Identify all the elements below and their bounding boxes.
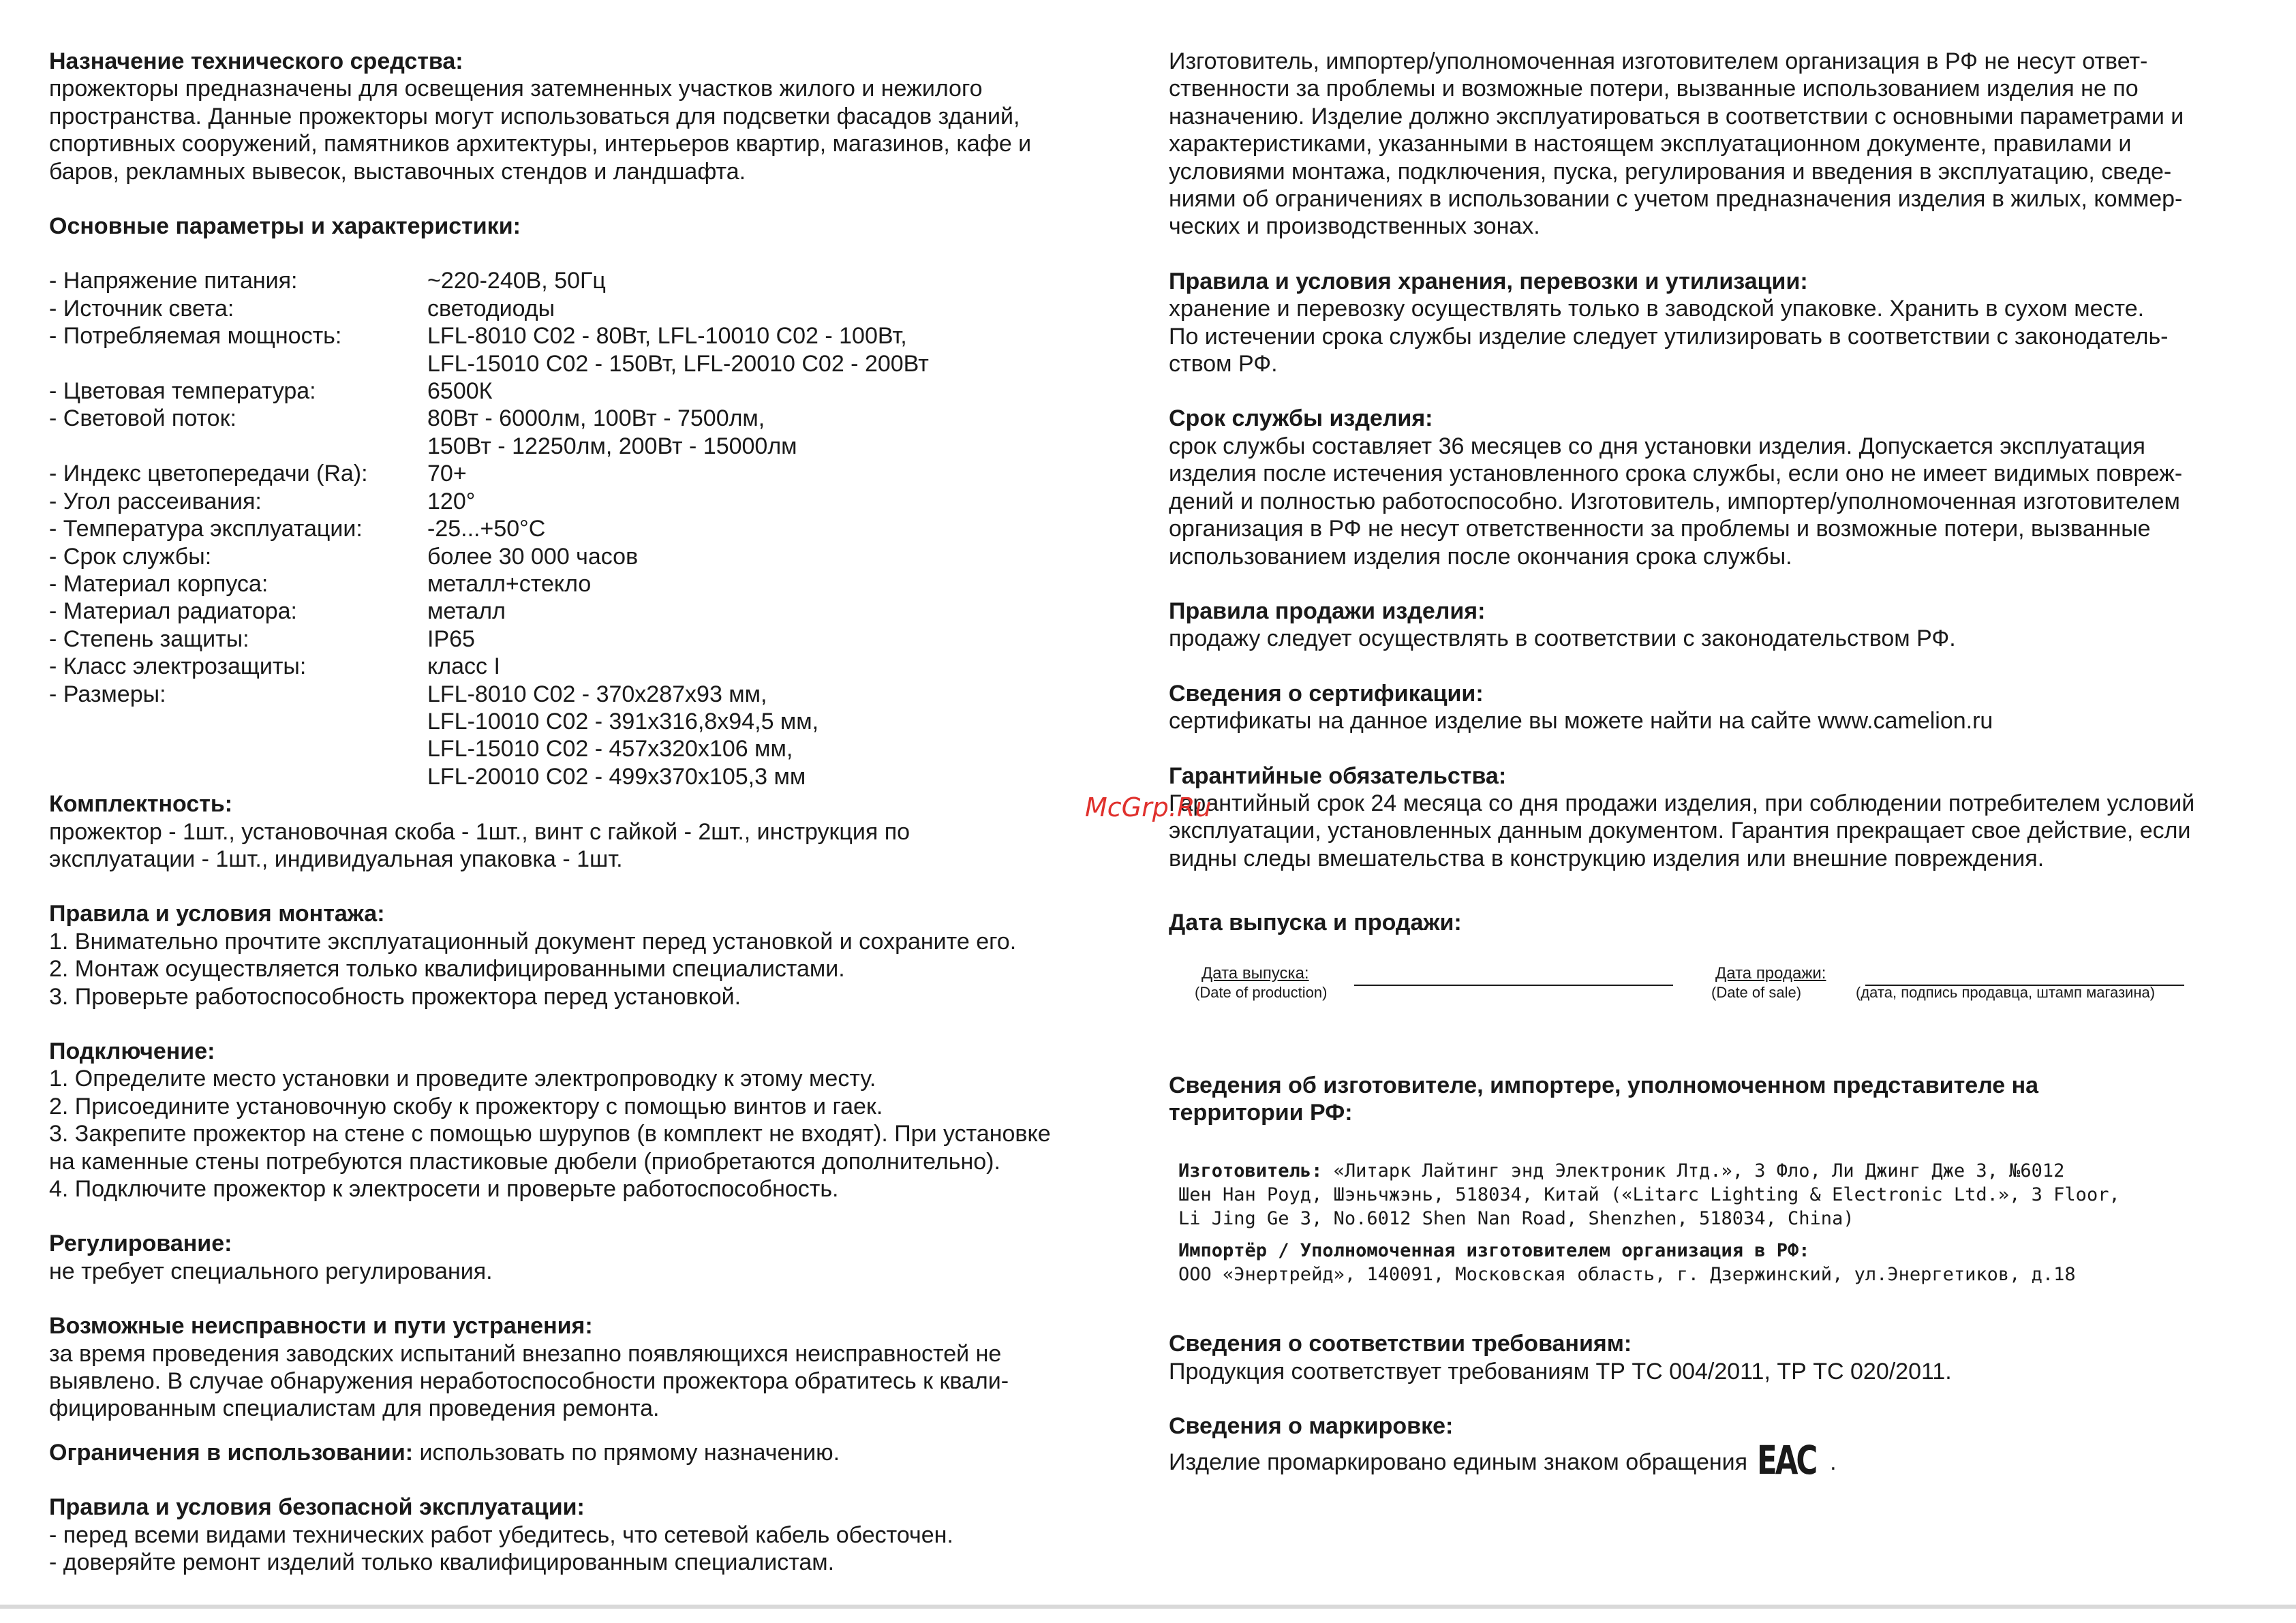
sale-date-note: (дата, подпись продавца, штамп магазина): [1856, 983, 2156, 1001]
conformity-heading: Сведения о соответствии требованиям:: [1169, 1331, 1632, 1357]
marking-text: Изделие промаркировано единым знаком обращения: [1169, 1449, 1748, 1475]
lifetime-text: срок службы составляет 36 месяцев со дня установки изделия. Допускается эксплуатация изделия после истечения установленного срока службы, если оно не имеет видимых повреж- дений и полностью работоспособно. Изготовитель, импортер/уполномоченная изготовителем организация в РФ не несут ответственности за проблемы и возможные потери, вызванные использованием изделия после окончания срока службы.: [1169, 433, 2183, 570]
spec-label: - Степень защиты:: [49, 625, 249, 652]
spec-label: - Температура эксплуатации:: [49, 516, 363, 542]
sale-date-label: Дата продажи:: [1715, 963, 1826, 983]
spec-row: [49, 543, 1133, 570]
lifetime-section: [1169, 405, 2259, 570]
spec-row: [49, 377, 1133, 405]
eac-mark-icon: EAC: [1757, 1436, 1816, 1483]
spec-label: - Размеры:: [49, 681, 166, 707]
kit-text: прожектор - 1шт., установочная скоба - 1шт., винт с гайкой - 2шт., инструкция по эксплуатации - 1шт., индивидуальная упаковка - 1шт.: [49, 818, 910, 872]
restrictions-text: использовать по прямому назначению.: [413, 1439, 840, 1466]
spec-row: [49, 625, 1133, 653]
marking-section: [1169, 1412, 2259, 1483]
spec-row: [49, 681, 1133, 791]
production-date-field: [1195, 963, 1328, 1002]
purpose-text: прожекторы предназначены для освещения затемненных участков жилого и нежилого пространства. Данные прожекторы могут использоваться для подсветки фасадов зданий, спортивных сооружений, памятников архитектуры, интерьеров квартир, магазинов, кафе и баров, рекламных вывесок, выставочных стендов и ландшафта.: [49, 76, 1032, 185]
regulation-heading: Регулирование:: [49, 1231, 232, 1257]
bottom-divider: [0, 1605, 2296, 1609]
maker-label: Изготовитель:: [1178, 1160, 1323, 1182]
spec-row: [49, 322, 1133, 377]
safety-section: [49, 1494, 1133, 1576]
restrictions-section: [49, 1439, 1133, 1466]
certification-section: [1169, 680, 2259, 735]
left-column: [49, 48, 1133, 1577]
connection-section: [49, 1038, 1133, 1203]
storage-text: хранение и перевозку осуществлять только в заводской упаковке. Хранить в сухом месте. По истечении срока службы изделие следует утилизировать в соответствии с законодатель- ством РФ.: [1169, 296, 2169, 377]
safety-heading: Правила и условия безопасной эксплуатации:: [49, 1494, 585, 1521]
connection-text: 1. Определите место установки и проведите электропроводку к этому месту. 2. Присоедините установочную скобу к прожектору с помощью винтов и гаек. 3. Закрепите прожектор на стене с помощью шурупов (в комплект не входят). При установке на каменные стены потребуются пластиковые дюбели (приобретаются дополнительно). 4. Подключите прожектор к электросети и проверьте работоспособность.: [49, 1066, 1051, 1203]
safety-text: - перед всеми видами технических работ убедитесь, что сетевой кабель обесточен. - доверяйте ремонт изделий только квалифицированным специалистам.: [49, 1521, 953, 1576]
storage-heading: Правила и условия хранения, перевозки и утилизации:: [1169, 268, 1808, 294]
spec-value: металл+стекло: [427, 570, 592, 597]
spec-row: [49, 488, 1133, 515]
sale-date-sub: (Date of sale): [1711, 983, 1802, 1001]
certification-text: сертификаты на данное изделие вы можете найти на сайте www.camelion.ru: [1169, 708, 1993, 735]
spec-label: - Срок службы:: [49, 543, 212, 570]
faults-section: [49, 1312, 1133, 1423]
importer-label: Импортёр / Уполномоченная изготовителем организация в РФ:: [1178, 1240, 1810, 1262]
spec-row: [49, 295, 1133, 322]
spec-label: - Источник света:: [49, 295, 234, 322]
specs-list: [49, 267, 1133, 790]
spec-value: 80Вт - 6000лм, 100Вт - 7500лм, 150Вт - 12250лм, 200Вт - 15000лм: [427, 405, 797, 459]
marking-heading: Сведения о маркировке:: [1169, 1413, 1454, 1440]
production-date-sub: (Date of production): [1195, 983, 1328, 1001]
marking-end: .: [1830, 1449, 1837, 1475]
warranty-heading: Гарантийные обязательства:: [1169, 762, 1507, 789]
kit-section: [49, 790, 1133, 873]
spec-label: - Угол рассеивания:: [49, 488, 262, 514]
conformity-section: [1169, 1330, 2259, 1385]
spec-value: металл: [427, 598, 506, 625]
spec-label: - Световой поток:: [49, 405, 236, 432]
purpose-section: [49, 48, 1133, 185]
spec-value: класс I: [427, 653, 500, 680]
spec-row: [49, 653, 1133, 680]
spec-row: [49, 405, 1133, 460]
certification-heading: Сведения о сертификации:: [1169, 680, 1484, 707]
importer-text: ООО «Энертрейд», 140091, Московская область, г. Дзержинский, ул.Энергетиков, д.18: [1178, 1264, 2076, 1286]
sale-date-field: [1711, 963, 1826, 1002]
spec-value: 120°: [427, 488, 476, 514]
watermark: McGrp.Ru: [1085, 792, 1212, 822]
sales-heading: Правила продажи изделия:: [1169, 598, 1486, 624]
spec-label: - Напряжение питания:: [49, 268, 298, 294]
conformity-text: Продукция соответствует требованиям ТР ТС 004/2011, ТР ТС 020/2011.: [1169, 1358, 1952, 1385]
spec-label: - Материал корпуса:: [49, 570, 269, 597]
dates-heading: Дата выпуска и продажи:: [1169, 910, 1462, 936]
intro-text: Изготовитель, импортер/уполномоченная изготовителем организация в РФ не несут ответ- ственности за проблемы и возможные потери, вызванные использованием изделия не по назначению. Изделие должно эксплуатироваться в соответствии с основными параметрами и характеристиками, указанными в настоящем эксплуатационном документе, правилами и условиями монтажа, подключения, пуска, регулирования и введения в эксплуатацию, сведе- ниями об ограничениях в использовании с учетом предназначения изделия в жилых, коммер- ческих и производственных зонах.: [1169, 48, 2184, 240]
purpose-heading: Назначение технического средства:: [49, 48, 463, 74]
spec-label: - Индекс цветопередачи (Ra):: [49, 461, 368, 487]
date-fields: [1169, 964, 2259, 1053]
regulation-text: не требует специального регулирования.: [49, 1258, 493, 1284]
warranty-text: Гарантийный срок 24 месяца со дня продажи изделия, при соблюдении потребителем условий эксплуатации, установленных данным документом. Гарантия прекращает свое действие, если видны следы вмешательства в конструкцию изделия или внешние повреждения.: [1169, 790, 2195, 871]
production-date-label: Дата выпуска:: [1201, 963, 1309, 983]
spec-value: 70+: [427, 461, 467, 487]
warranty-section: [1169, 762, 2259, 873]
spec-value: более 30 000 часов: [427, 543, 639, 570]
spec-value: -25...+50°С: [427, 516, 546, 542]
faults-heading: Возможные неисправности и пути устранения:: [49, 1313, 593, 1340]
lifetime-heading: Срок службы изделия:: [1169, 405, 1433, 432]
spec-label: - Материал радиатора:: [49, 598, 298, 625]
connection-heading: Подключение:: [49, 1038, 215, 1064]
mounting-heading: Правила и условия монтажа:: [49, 901, 385, 927]
spec-label: - Класс электрозащиты:: [49, 653, 307, 680]
spec-value: LFL-8010 C02 - 80Вт, LFL-10010 C02 - 100Вт, LFL-15010 C02 - 150Вт, LFL-20010 C02 - 200Вт: [427, 323, 929, 377]
spec-row: [49, 460, 1133, 487]
spec-row: [49, 598, 1133, 625]
sales-text: продажу следует осуществлять в соответствии с законодательством РФ.: [1169, 625, 1956, 652]
spec-value: светодиоды: [427, 295, 555, 322]
kit-heading: Комплектность:: [49, 791, 233, 818]
sales-section: [1169, 598, 2259, 653]
spec-value: 6500К: [427, 378, 493, 405]
manufacturer-info: [1169, 1159, 2259, 1286]
right-column: [1169, 48, 2259, 1483]
spec-row: [49, 515, 1133, 542]
spec-label: - Потребляемая мощность:: [49, 323, 342, 350]
spec-label: - Цветовая температура:: [49, 378, 316, 405]
restrictions-heading: Ограничения в использовании:: [49, 1439, 414, 1466]
spec-value: IP65: [427, 625, 475, 652]
manufacturer-heading: Сведения об изготовителе, импортере, уполномоченном представителе на территории РФ:: [1169, 1072, 2039, 1126]
maker-text: «Литарк Лайтинг энд Электроник Лтд.», 3 Фло, Ли Джинг Дже 3, №6012 Шен Нан Роуд, Шэньчжэнь, 518034, Китай («Litarc Lighting & Electronic Ltd.», 3 Floor, Li Jing Ge 3, No.6012 Shen Nan Road, Shenzhen, 518034, China): [1178, 1160, 2120, 1230]
spec-value: LFL-8010 C02 - 370x287x93 мм, LFL-10010 C02 - 391x316,8x94,5 мм, LFL-15010 C02 - 457x320x106 мм, LFL-20010 C02 - 499x370x105,3 мм: [427, 681, 819, 790]
spec-row: [49, 570, 1133, 598]
storage-section: [1169, 268, 2259, 378]
faults-text: за время проведения заводских испытаний внезапно появляющихся неисправностей не выявлено. В случае обнаружения неработоспособности прожектора обратитесь к квали- фицированным специалистам для проведения ремонта.: [49, 1340, 1009, 1422]
spec-value: ~220-240В, 50Гц: [427, 268, 606, 294]
regulation-section: [49, 1230, 1133, 1285]
mounting-text: 1. Внимательно прочтите эксплуатационный документ перед установкой и сохраните его. 2. Монтаж осуществляется только квалифицированными специалистами. 3. Проверьте работоспособность прожектора перед установкой.: [49, 928, 1017, 1010]
spec-row: [49, 267, 1133, 294]
specs-heading: Основные параметры и характеристики:: [49, 213, 521, 240]
production-date-line[interactable]: [1354, 985, 1673, 986]
mounting-section: [49, 900, 1133, 1010]
